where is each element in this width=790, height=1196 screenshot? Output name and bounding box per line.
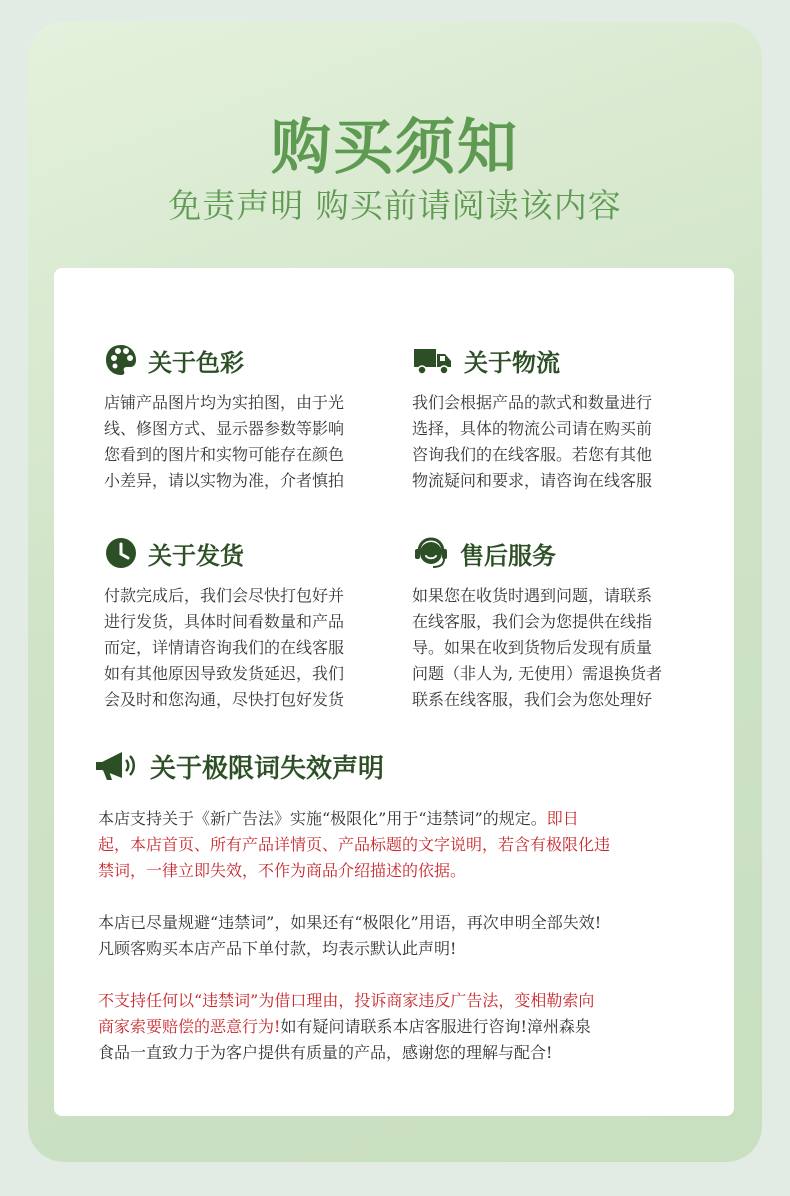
text-line: 付款完成后，我们会尽快打包好并 [104, 586, 345, 605]
text-line: 如果您在收货时遇到问题，请联系 [412, 586, 653, 605]
text-line: 我们会根据产品的款式和数量进行 [412, 393, 653, 412]
notice-paragraph-1 [98, 806, 708, 884]
text-line: 选择，具体的物流公司请在购买前 [412, 419, 653, 438]
section-aftersales-body [412, 583, 662, 713]
section-notice-title: 关于极限词失效声明 [150, 753, 385, 784]
section-logistics [412, 342, 652, 494]
text-line: 店铺产品图片均为实拍图，由于光 [104, 393, 345, 412]
section-shipping-body [104, 583, 344, 713]
warning-text: 禁词，一律立即失效，不作为商品介绍描述的依据。 [98, 861, 467, 880]
text-line: 小差异，请以实物为准，介者慎拍 [104, 471, 345, 490]
text-line: 如有其他原因导致发货延迟，我们 [104, 664, 345, 683]
text-line: 咨询我们的在线客服。若您有其他 [412, 445, 653, 464]
section-shipping [104, 535, 344, 713]
palette-icon [104, 343, 138, 377]
headset-icon [412, 536, 450, 570]
text-line: 本店已尽量规避“违禁词”，如果还有“极限化”用语，再次申明全部失效! [98, 913, 602, 932]
text-line: 会及时和您沟通，尽快打包好发货 [104, 690, 345, 709]
page-subtitle: 免责声明 购买前请阅读该内容 [168, 186, 622, 225]
text-line: 进行发货，具体时间看数量和产品 [104, 612, 345, 631]
section-shipping-title: 关于发货 [148, 540, 244, 570]
truck-icon [412, 343, 454, 377]
text-line: 在线客服，我们会为您提供在线指 [412, 612, 653, 631]
warning-text: 即日 [546, 809, 579, 828]
megaphone-icon [92, 748, 140, 784]
text-line: 而定，详情请咨询我们的在线客服 [104, 638, 345, 657]
notice-paragraph-3 [98, 988, 708, 1066]
section-logistics-body [412, 390, 652, 494]
notice-paragraph-2 [98, 910, 708, 962]
text-line: 导。如果在收到货物后发现有质量 [412, 638, 653, 657]
text-line: 您看到的图片和实物可能存在颜色 [104, 445, 345, 464]
text-line: 联系在线客服，我们会为您处理好 [412, 690, 653, 709]
section-logistics-title: 关于物流 [464, 347, 560, 377]
text-line: 问题（非人为, 无使用）需退换货者 [412, 664, 663, 683]
text-span: 本店支持关于《新广告法》实施“极限化”用于“违禁词”的规定。 [98, 809, 547, 828]
text-span: 如有疑问请联系本店客服进行咨询!漳州森泉 [280, 1017, 591, 1036]
text-line: 凡顾客购买本店产品下单付款，均表示默认此声明! [98, 939, 457, 958]
clock-icon [104, 536, 138, 570]
section-color-body [104, 390, 344, 494]
warning-text: 商家索要赔偿的恶意行为! [98, 1017, 281, 1036]
section-color-title: 关于色彩 [148, 347, 244, 377]
section-aftersales-title: 售后服务 [460, 540, 556, 570]
section-notice [98, 748, 708, 1066]
section-aftersales [412, 535, 662, 713]
page-title: 购买须知 [271, 113, 519, 183]
text-line: 线、修图方式、显示器参数等影响 [104, 419, 345, 438]
warning-text: 起，本店首页、所有产品详情页、产品标题的文字说明，若含有极限化违 [98, 835, 611, 854]
text-line: 食品一直致力于为客户提供有质量的产品，感谢您的理解与配合! [98, 1043, 553, 1062]
section-color [104, 342, 344, 494]
text-line: 物流疑问和要求，请咨询在线客服 [412, 471, 653, 490]
warning-text: 不支持任何以“违禁词”为借口理由，投诉商家违反广告法，变相勒索向 [98, 991, 595, 1010]
